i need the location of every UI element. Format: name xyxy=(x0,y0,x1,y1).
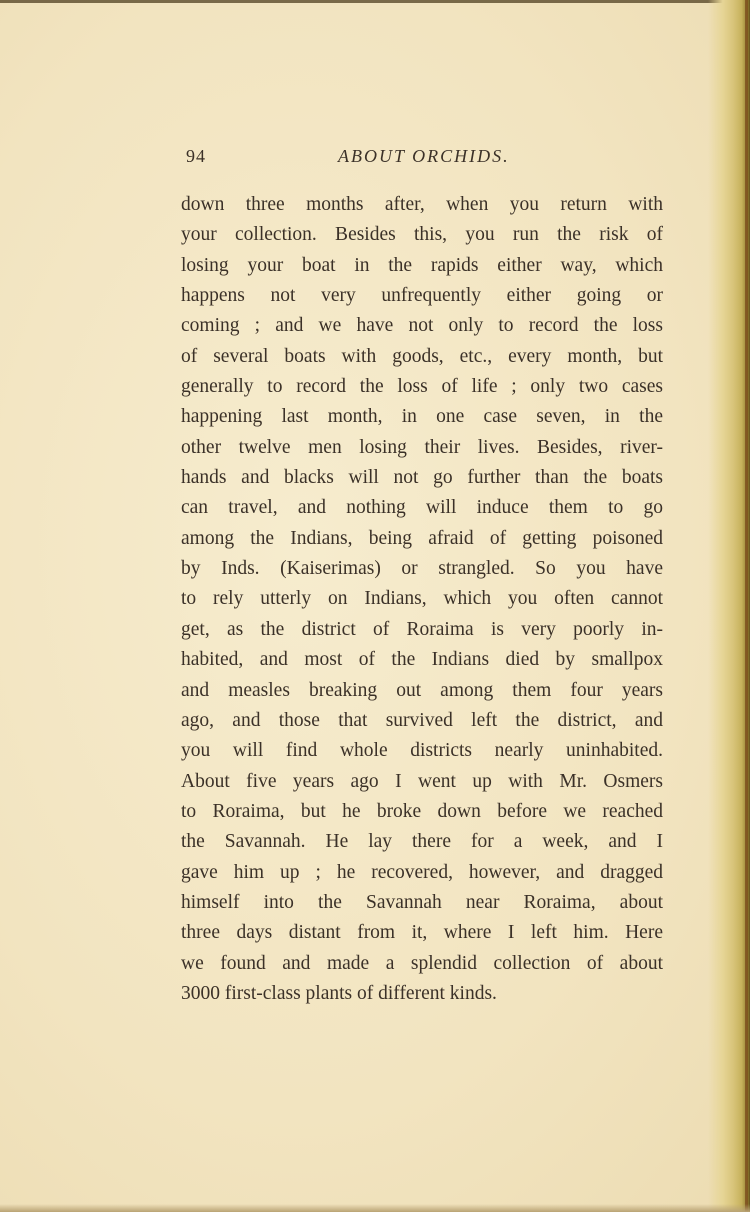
text-line: can travel, and nothing will induce them to go xyxy=(181,497,663,519)
running-head: ABOUT ORCHIDS. xyxy=(338,146,510,166)
page-top-edge xyxy=(0,0,750,3)
page-right-edge xyxy=(708,0,750,1212)
text-line: among the Indians, being afraid of getting poisoned xyxy=(181,527,663,549)
text-line: losing your boat in the rapids either way, which xyxy=(181,254,663,276)
text-line: of several boats with goods, etc., every month, but xyxy=(181,345,663,367)
text-line: get, as the district of Roraima is very poorly in- xyxy=(181,618,663,640)
text-line: by Inds. (Kaiserimas) or strangled. So you have xyxy=(181,558,663,580)
text-line: your collection. Besides this, you run the risk of xyxy=(181,224,663,246)
text-line: happening last month, in one case seven, in the xyxy=(181,406,663,428)
page-number: 94 xyxy=(186,146,206,166)
text-line: we found and made a splendid collection of about xyxy=(181,952,663,974)
body-text xyxy=(181,190,663,1009)
text-line: habited, and most of the Indians died by smallpox xyxy=(181,649,663,671)
text-line: generally to record the loss of life ; only two cases xyxy=(181,376,663,398)
text-line: About five years ago I went up with Mr. Osmers xyxy=(181,770,663,792)
text-line: three days distant from it, where I left him. Here xyxy=(181,922,663,944)
text-line: ago, and those that survived left the district, and xyxy=(181,709,663,731)
text-line: you will find whole districts nearly uninhabited. xyxy=(181,740,663,762)
text-line: gave him up ; he recovered, however, and dragged xyxy=(181,861,663,883)
text-line: happens not very unfrequently either going or xyxy=(181,285,663,307)
text-line: himself into the Savannah near Roraima, about xyxy=(181,891,663,913)
text-line: to rely utterly on Indians, which you often cannot xyxy=(181,588,663,610)
text-line-last: 3000 first-class plants of different kinds. xyxy=(181,982,497,1004)
page-binding-line xyxy=(745,0,748,1212)
text-line: to Roraima, but he broke down before we reached xyxy=(181,800,663,822)
page-header xyxy=(184,146,664,172)
text-line: down three months after, when you return with xyxy=(181,194,663,215)
text-line: the Savannah. He lay there for a week, and I xyxy=(181,831,663,853)
text-line: coming ; and we have not only to record the loss xyxy=(181,315,663,337)
text-line: hands and blacks will not go further than the boats xyxy=(181,467,663,489)
text-line: and measles breaking out among them four years xyxy=(181,679,663,701)
text-line: other twelve men losing their lives. Besides, river- xyxy=(181,436,663,458)
page-bottom-edge xyxy=(0,1204,750,1212)
